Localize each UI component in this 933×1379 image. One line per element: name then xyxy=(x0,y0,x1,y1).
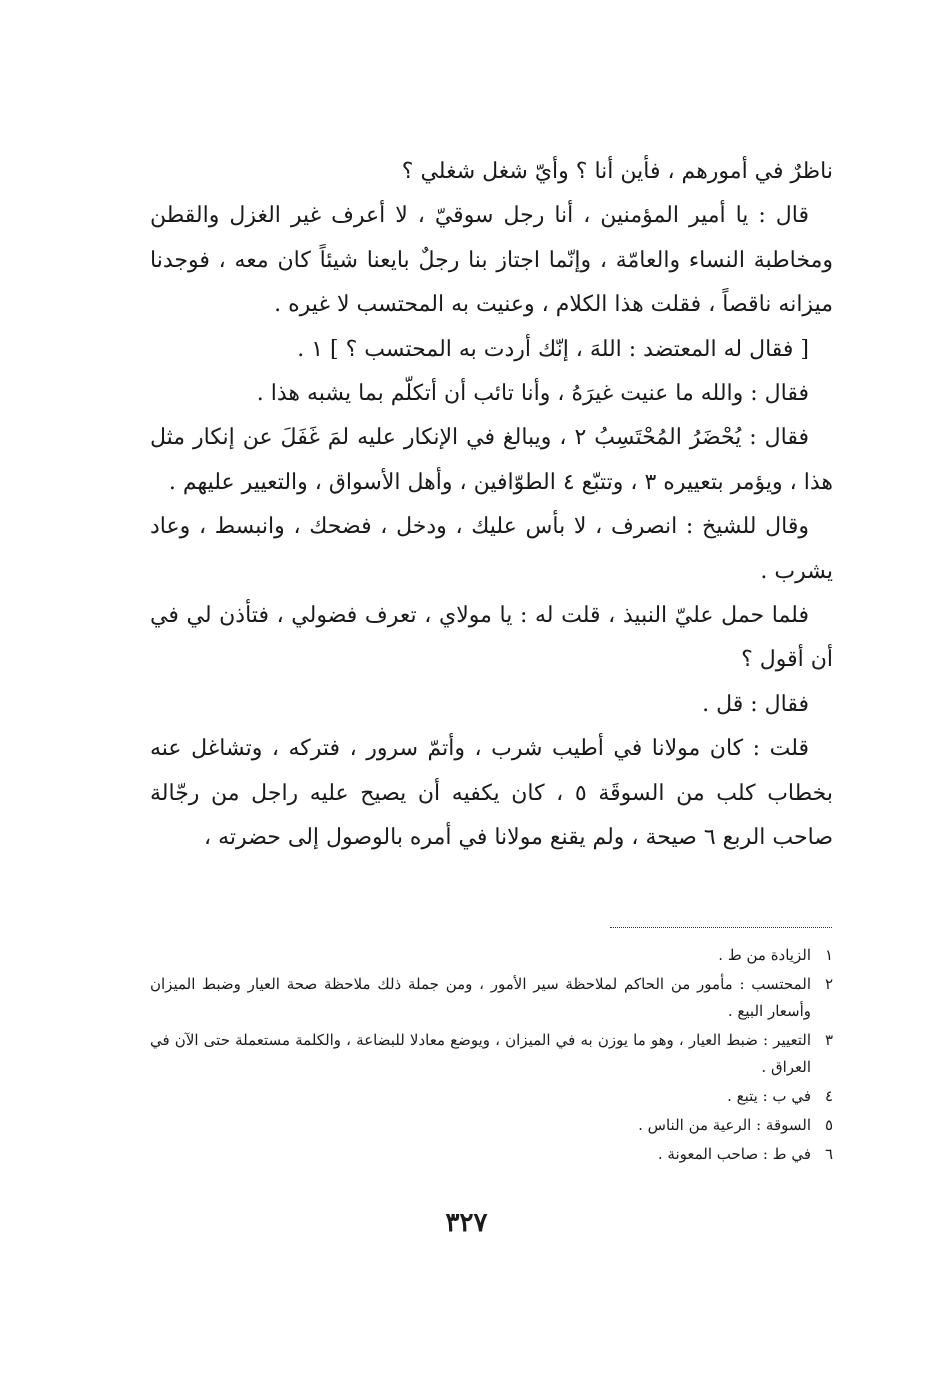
footnote-number: ٥ xyxy=(824,1116,833,1134)
paragraph-3: [ فقال له المعتضد : اللهَ ، إنّك أردت به المحتسب ؟ ] ١ . xyxy=(297,336,809,362)
footnote-item xyxy=(150,1112,833,1139)
page-number: ٣٢٧ xyxy=(445,1208,488,1238)
main-text xyxy=(150,150,833,861)
footnote-number: ٦ xyxy=(824,1145,833,1163)
footnote-number: ١ xyxy=(824,946,833,964)
footnote-text: في ب : يتبع . xyxy=(727,1087,811,1105)
paragraph-7: فلما حمل عليّ النبيذ ، قلت له : يا مولاي ، تعرف فضولي ، فتأذن لي في أن أقول ؟ xyxy=(150,603,833,673)
paragraph-5: فقال : يُحْضَرُ المُحْتَسِبُ ٢ ، ويبالغ في الإنكار عليه لمَ غَفَلَ عن إنكار مثل هذا ، ويؤمر بتعييره ٣ ، وتتبّع ٤ الطوّافين ، وأهل الأسواق ، والتعيير عليهم . xyxy=(150,425,833,495)
footnote-text: السوقة : الرعية من الناس . xyxy=(638,1116,811,1134)
footnote-item xyxy=(150,1141,833,1168)
paragraph-1: ناظرٌ في أمورهم ، فأين أنا ؟ وأيّ شغل شغلي ؟ xyxy=(401,159,833,184)
footnote-item xyxy=(150,1027,833,1081)
footnotes-list xyxy=(150,942,833,1170)
footnote-separator xyxy=(610,927,832,928)
footnote-number: ٢ xyxy=(824,975,833,993)
footnote-number: ٤ xyxy=(824,1087,833,1105)
paragraph-8: فقال : قل . xyxy=(702,691,809,717)
footnote-text: التعيير : ضبط العيار ، وهو ما يوزن به في الميزان ، ويوضع معادلا للبضاعة ، والكلمة مستعملة حتى الآن في العراق . xyxy=(150,1031,811,1076)
footnote-text: المحتسب : مأمور من الحاكم لملاحظة سير الأمور ، ومن جملة ذلك ملاحظة صحة العيار وضبط الميزان وأسعار البيع . xyxy=(150,975,811,1020)
footnote-item xyxy=(150,971,833,1025)
paragraph-4: فقال : والله ما عنيت غيرَهُ ، وأنا تائب أن أتكلّم بما يشبه هذا . xyxy=(256,381,809,407)
footnote-text: في ط : صاحب المعونة . xyxy=(657,1145,811,1163)
footnote-item xyxy=(150,1083,833,1110)
paragraph-9: قلت : كان مولانا في أطيب شرب ، وأتمّ سرور ، فتركه ، وتشاغل عنه بخطاب كلب من السوقَة ٥ ، كان يكفيه أن يصيح عليه راجل من رجّالة صاحب الربع ٦ صيحة ، ولم يقنع مولانا في أمره بالوصول إلى حضرته ، xyxy=(150,736,833,851)
paragraph-2: قال : يا أمير المؤمنين ، أنا رجل سوقيّ ، لا أعرف غير الغزل والقطن ومخاطبة النساء والعامّة ، وإنّما اجتاز بنا رجلٌ بايعنا شيئاً كان معه ، فوجدنا ميزانه ناقصاً ، فقلت هذا الكلام ، وعنيت به المحتسب لا غيره . xyxy=(150,203,833,318)
paragraph-6: وقال للشيخ : انصرف ، لا بأس عليك ، ودخل ، فضحك ، وانبسط ، وعاد يشرب . xyxy=(150,514,833,584)
footnote-text: الزيادة من ط . xyxy=(718,946,811,964)
footnote-item xyxy=(150,942,833,969)
footnote-number: ٣ xyxy=(824,1031,833,1049)
